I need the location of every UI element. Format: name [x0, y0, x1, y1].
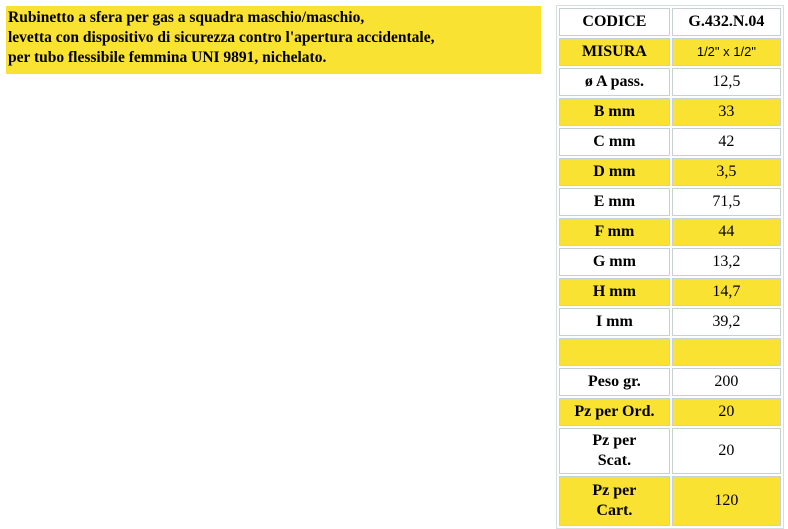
spec-label: D mm [559, 158, 670, 186]
spec-row [559, 218, 781, 246]
spec-label: MISURA [559, 38, 670, 66]
spec-value: 71,5 [672, 188, 781, 216]
spec-value: 20 [672, 428, 781, 474]
spec-row [559, 98, 781, 126]
spec-row [559, 158, 781, 186]
spec-value: 12,5 [672, 68, 781, 96]
spec-label: B mm [559, 98, 670, 126]
spec-value: 120 [672, 476, 781, 526]
spec-row [559, 128, 781, 156]
spec-label: Pz per Scat. [559, 428, 670, 474]
spec-label: C mm [559, 128, 670, 156]
spec-value: 3,5 [672, 158, 781, 186]
spec-label: ø A pass. [559, 68, 670, 96]
spec-label: F mm [559, 218, 670, 246]
spec-value [672, 338, 781, 366]
spec-row [559, 188, 781, 216]
spec-label: E mm [559, 188, 670, 216]
spec-value: 14,7 [672, 278, 781, 306]
spec-row [559, 308, 781, 336]
spec-row-misura [559, 38, 781, 66]
spec-label: Pz per Ord. [559, 398, 670, 426]
spec-value: 20 [672, 398, 781, 426]
spec-value: 200 [672, 368, 781, 396]
description-line: levetta con dispositivo di sicurezza contro l'apertura accidentale, [8, 29, 435, 46]
spec-value: 44 [672, 218, 781, 246]
spec-label: I mm [559, 308, 670, 336]
spec-label: H mm [559, 278, 670, 306]
spec-label: CODICE [559, 8, 670, 36]
spec-label: Peso gr. [559, 368, 670, 396]
spec-row [559, 248, 781, 276]
spec-value: 39,2 [672, 308, 781, 336]
spec-value: 1/2" x 1/2" [672, 38, 781, 66]
spec-value: 42 [672, 128, 781, 156]
spec-row-codice [559, 8, 781, 36]
spec-value: G.432.N.04 [672, 8, 781, 36]
product-description [6, 6, 541, 74]
spec-row-empty [559, 338, 781, 366]
spec-row [559, 278, 781, 306]
spec-row-pz-cart [559, 476, 781, 526]
spec-label [559, 338, 670, 366]
spec-row [559, 68, 781, 96]
specs-table [556, 5, 784, 529]
spec-row-pz-ord [559, 398, 781, 426]
description-line: Rubinetto a sfera per gas a squadra maschio/maschio, [8, 9, 365, 26]
description-line: per tubo flessibile femmina UNI 9891, nichelato. [8, 49, 327, 66]
spec-value: 33 [672, 98, 781, 126]
spec-value: 13,2 [672, 248, 781, 276]
spec-row-peso [559, 368, 781, 396]
spec-row-pz-scat [559, 428, 781, 474]
spec-label: G mm [559, 248, 670, 276]
spec-label: Pz per Cart. [559, 476, 670, 526]
